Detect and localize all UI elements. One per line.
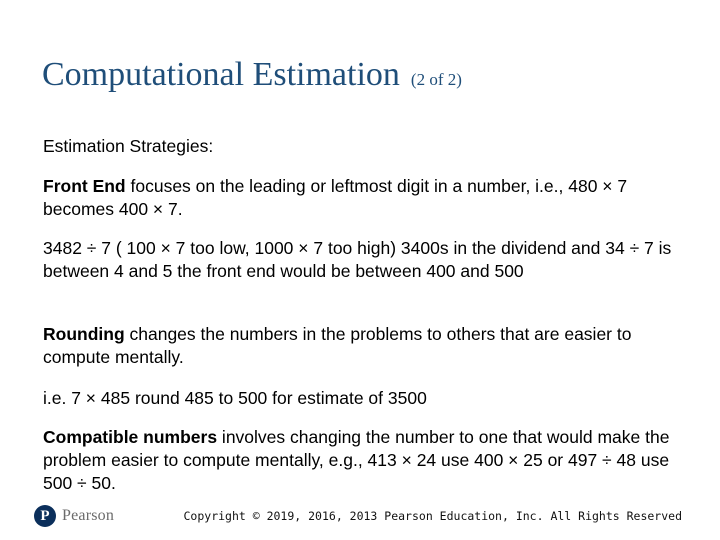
front-end-paragraph <box>43 175 683 221</box>
rounding-paragraph <box>43 323 683 369</box>
slide-title-main: Computational Estimation <box>42 56 400 93</box>
pearson-logo <box>34 505 114 527</box>
copyright-text: Copyright © 2019, 2016, 2013 Pearson Education, Inc. All Rights Reserved <box>183 509 682 523</box>
compatible-numbers-paragraph <box>43 426 683 495</box>
slide-title <box>42 56 462 94</box>
pearson-logo-text: Pearson <box>62 507 115 524</box>
rounding-text: changes the numbers in the problems to others that are easier to compute mentally. <box>43 324 632 367</box>
compatible-numbers-text: involves changing the number to one that would make the problem easier to compute mentally, e.g., 413 × 24 use 400 × 25 or 497 ÷ 48 use 500 ÷ 50. <box>43 427 670 493</box>
rounding-example-paragraph: i.e. 7 × 485 round 485 to 500 for estimate of 3500 <box>43 388 427 408</box>
division-example-paragraph: 3482 ÷ 7 ( 100 × 7 too low, 1000 × 7 too high) 3400s in the dividend and 34 ÷ 7 is between 4 and 5 the front end would be between 400 and 500 <box>43 238 672 281</box>
rounding-term: Rounding <box>43 324 125 344</box>
pearson-logo-icon: P <box>34 505 56 527</box>
front-end-text: focuses on the leading or leftmost digit in a number, i.e., 480 × 7 becomes 400 × 7. <box>43 176 628 219</box>
compatible-numbers-term: Compatible numbers <box>43 427 218 447</box>
front-end-term: Front End <box>43 176 126 196</box>
slide-title-suffix: (2 of 2) <box>410 70 462 89</box>
estimation-strategies-heading: Estimation Strategies: <box>43 136 214 156</box>
